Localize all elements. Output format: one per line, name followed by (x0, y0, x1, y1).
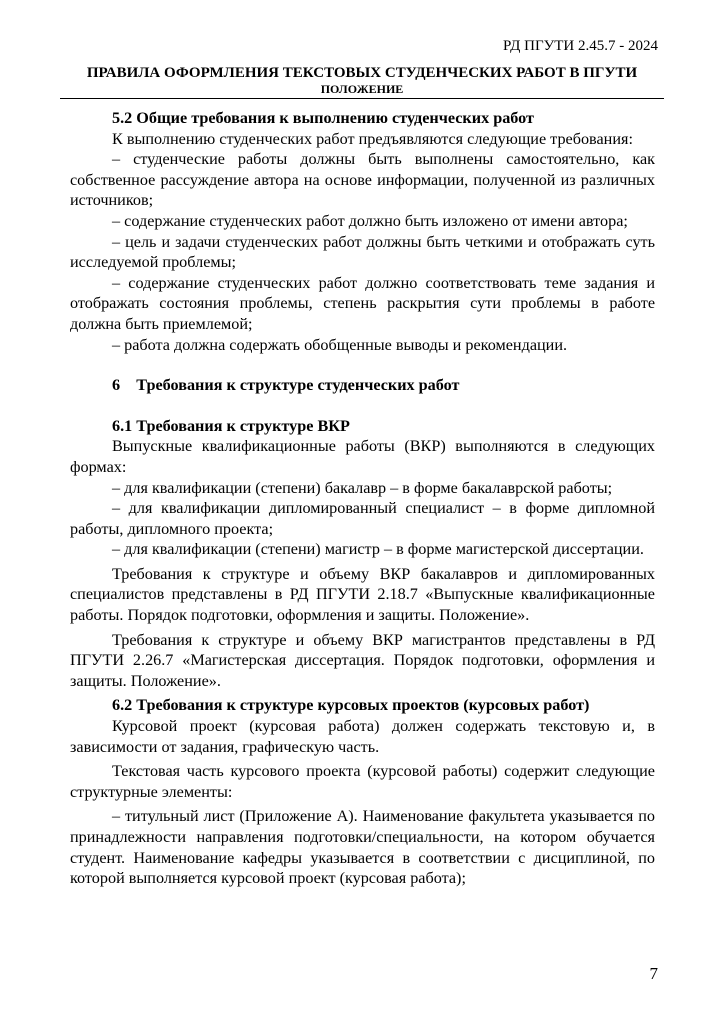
list-item: – цель и задачи студенческих работ должны быть четкими и отображать суть исследуемой проблемы; (70, 232, 655, 272)
section-6-1-intro: Выпускные квалификационные работы (ВКР) выполняются в следующих формах: (70, 437, 655, 476)
section-6-2-heading: 6.2 Требования к структуре курсовых проектов (курсовых работ) (112, 696, 590, 715)
header-title: ПРАВИЛА ОФОРМЛЕНИЯ ТЕКСТОВЫХ СТУДЕНЧЕСКИХ РАБОТ В ПГУТИ (86, 65, 638, 81)
page-number: 7 (649, 964, 658, 983)
paragraph: Текстовая часть курсового проекта (курсовой работы) содержит следующие структурные элементы: (70, 762, 655, 801)
header-subtitle: ПОЛОЖЕНИЕ (320, 82, 404, 96)
header-divider (60, 98, 664, 99)
list-item: – содержание студенческих работ должно быть изложено от имени автора; (112, 211, 628, 230)
section-5-2-heading: 5.2 Общие требования к выполнению студенческих работ (112, 109, 535, 127)
list-item: – студенческие работы должны быть выполнены самостоятельно, как собственное рассуждение автора на основе информации, полученной из различных источников; (70, 150, 655, 210)
section-6-1-heading: 6.1 Требования к структуре ВКР (112, 416, 350, 435)
list-item: – титульный лист (Приложение А). Наименование факультета указывается по принадлежности направления подготовки/специальности, на котором обучается студент. Наименование кафедры указывается в соответствии с дисциплиной, по которой выполняется курсовой проект (курсовая работа); (70, 807, 655, 888)
section-5-2-intro: К выполнению студенческих работ предъявляются следующие требования: (112, 129, 633, 148)
document-code: РД ПГУТИ 2.45.7 - 2024 (502, 38, 658, 54)
paragraph: Требования к структуре и объему ВКР магистрантов представлены в РД ПГУТИ 2.26.7 «Магистерская диссертация. Порядок подготовки, оформления и защиты. Положение». (70, 630, 655, 690)
list-item: – для квалификации (степени) магистр – в форме магистерской диссертации. (112, 540, 644, 559)
list-item: – работа должна содержать обобщенные выводы и рекомендации. (112, 335, 568, 354)
paragraph: Курсовой проект (курсовая работа) должен содержать текстовую и, в зависимости от задания, графическую часть. (70, 717, 655, 756)
list-item: – для квалификации дипломированный специалист – в форме дипломной работы, дипломного проекта; (70, 499, 655, 538)
page-body (70, 108, 655, 889)
section-6-heading: 6 Требования к структуре студенческих работ (112, 376, 460, 395)
paragraph: Требования к структуре и объему ВКР бакалавров и дипломированных специалистов представлены в РД ПГУТИ 2.18.7 «Выпускные квалификационные работы. Порядок подготовки, оформления и защиты. Положение». (70, 564, 655, 625)
list-item: – содержание студенческих работ должно соответствовать теме задания и отображать состояния проблемы, степень раскрытия сути проблемы в работе должна быть приемлемой; (70, 273, 655, 333)
list-item: – для квалификации (степени) бакалавр – в форме бакалаврской работы; (112, 478, 613, 497)
